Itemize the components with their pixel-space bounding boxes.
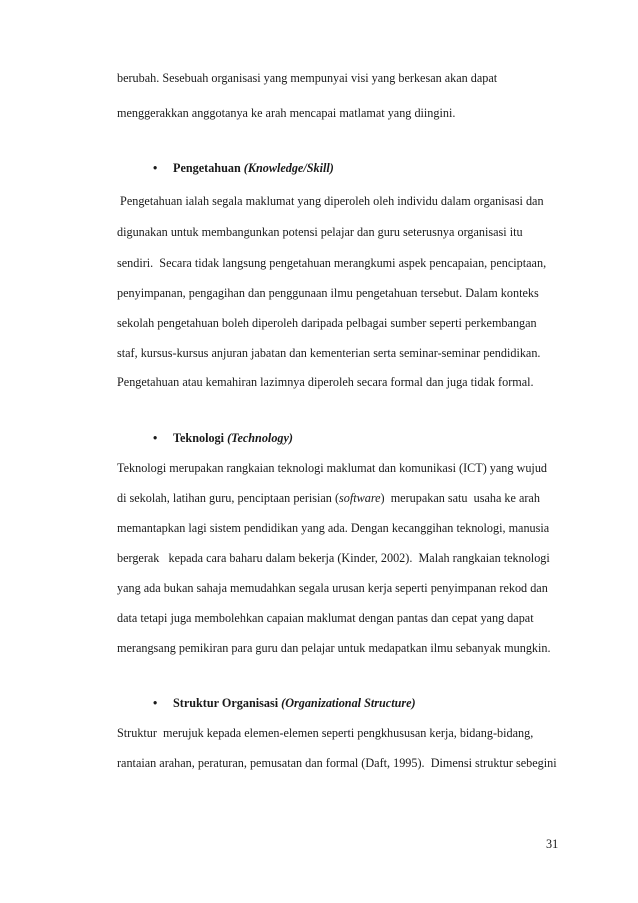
- pengetahuan-line-3: sendiri. Secara tidak langsung pengetahuan merangkumi aspek pencapaian, penciptaan,: [117, 256, 547, 270]
- teknologi-line-5: yang ada bukan sahaja memudahkan segala urusan kerja seperti penyimpanan rekod dan: [117, 581, 548, 595]
- section-heading-struktur: [153, 695, 416, 711]
- teknologi-line-2-head: di sekolah, latihan guru, penciptaan perisian (: [117, 491, 340, 505]
- section-heading-pengetahuan: [153, 160, 334, 176]
- pengetahuan-line-1: Pengetahuan ialah segala maklumat yang diperoleh oleh individu dalam organisasi dan: [117, 194, 544, 208]
- intro-line-2: menggerakkan anggotanya ke arah mencapai matlamat yang diingini.: [117, 106, 456, 120]
- teknologi-line-3: memantapkan lagi sistem pendidikan yang ada. Dengan kecanggihan teknologi, manusia: [117, 521, 550, 535]
- pengetahuan-line-2: digunakan untuk membangunkan potensi pelajar dan guru seterusnya organisasi itu: [117, 225, 523, 239]
- pengetahuan-line-6: staf, kursus-kursus anjuran jabatan dan kementerian serta seminar-seminar pendidikan.: [117, 346, 541, 360]
- section-heading-teknologi: [153, 430, 293, 446]
- section-subtitle: (Organizational Structure): [281, 696, 416, 710]
- section-subtitle: (Technology): [227, 431, 293, 445]
- teknologi-line-4: bergerak kepada cara baharu dalam bekerja (Kinder, 2002). Malah rangkaian teknologi: [117, 551, 550, 565]
- teknologi-line-6: data tetapi juga membolehkan capaian maklumat dengan pantas dan cepat yang dapat: [117, 611, 534, 625]
- teknologi-line-1: Teknologi merupakan rangkaian teknologi maklumat dan komunikasi (ICT) yang wujud: [117, 461, 548, 475]
- struktur-line-1: Struktur merujuk kepada elemen-elemen seperti pengkhususan kerja, bidang-bidang,: [117, 726, 534, 740]
- teknologi-line-7: merangsang pemikiran para guru dan pelajar untuk medapatkan ilmu sebanyak mungkin.: [117, 641, 551, 655]
- teknologi-line-2: [117, 490, 540, 506]
- teknologi-line-2-tail: ) merupakan satu usaha ke arah: [380, 491, 540, 505]
- intro-line-1: berubah. Sesebuah organisasi yang mempunyai visi yang berkesan akan dapat: [117, 71, 498, 85]
- bullet-icon: •: [153, 696, 158, 710]
- struktur-line-2: rantaian arahan, peraturan, pemusatan dan formal (Daft, 1995). Dimensi struktur sebegini: [117, 756, 557, 770]
- section-title: Struktur Organisasi: [173, 696, 279, 710]
- pengetahuan-line-7: Pengetahuan atau kemahiran lazimnya diperoleh secara formal dan juga tidak formal.: [117, 375, 534, 389]
- bullet-icon: •: [153, 161, 158, 175]
- bullet-icon: •: [153, 431, 158, 445]
- section-subtitle: (Knowledge/Skill): [243, 161, 334, 175]
- pengetahuan-line-4: penyimpanan, pengagihan dan penggunaan ilmu pengetahuan tersebut. Dalam konteks: [117, 286, 539, 300]
- software-term: software: [339, 491, 381, 505]
- page-number: 31: [546, 837, 559, 851]
- section-title: Teknologi: [173, 431, 225, 445]
- section-title: Pengetahuan: [173, 161, 241, 175]
- pengetahuan-line-5: sekolah pengetahuan boleh diperoleh daripada pelbagai sumber seperti perkembangan: [117, 316, 537, 330]
